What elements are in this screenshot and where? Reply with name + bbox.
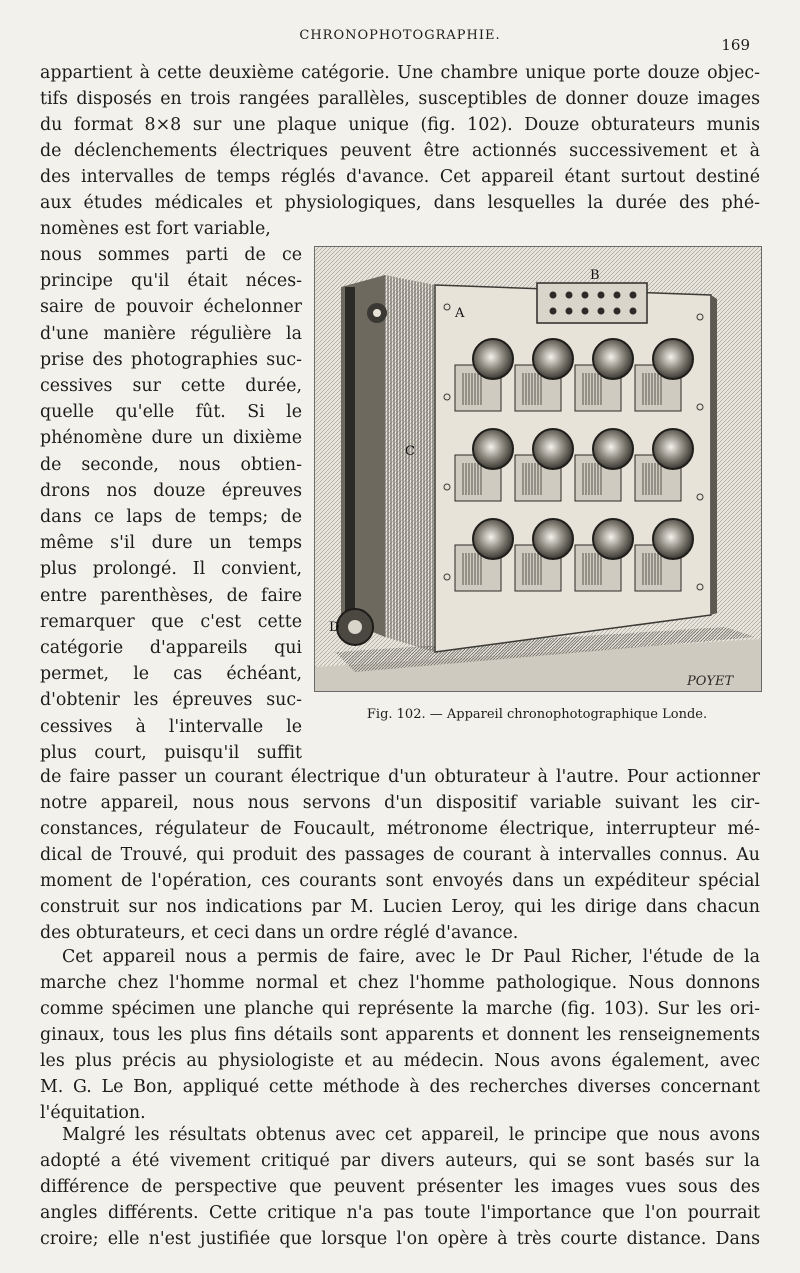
text-line: tifs disposés en trois rangées parallèles, susceptibles de donner douze images <box>40 89 760 109</box>
text-line: quelle qu'elle fût. Si le <box>40 402 302 423</box>
text-line: saire de pouvoir échelonner <box>40 297 302 318</box>
text-line: des obturateurs, et ceci dans un ordre réglé d'avance. <box>40 923 519 943</box>
top-paragraph <box>40 60 760 242</box>
camera-illustration <box>315 247 761 691</box>
paragraph-critique <box>40 1122 760 1252</box>
engraver-signature: POYET <box>687 674 734 689</box>
text-line: adopté a été vivement critiqué par divers auteurs, qui se sont basés sur la <box>40 1151 760 1171</box>
label-d: D <box>329 620 340 635</box>
figure-caption: Fig. 102. — Appareil chronophotographique Londe. <box>366 707 708 722</box>
text-line: moment de l'opération, ces courants sont envoyés dans un expéditeur spécial <box>40 871 760 891</box>
text-line: nomènes est fort variable, <box>40 219 271 239</box>
text-line: notre appareil, nous nous servons d'un dispositif variable suivant les cir- <box>40 793 760 813</box>
text-line: des intervalles de temps réglés d'avance. Cet appareil étant surtout destiné <box>40 167 760 187</box>
text-line: du format 8×8 sur une plaque unique (fig. 102). Douze obturateurs munis <box>40 115 760 135</box>
text-line: catégorie d'appareils qui <box>40 638 302 659</box>
figure-engraving <box>314 246 762 692</box>
label-a: A <box>455 306 465 321</box>
text-line: angles différents. Cette critique n'a pas toute l'importance que l'on pourrait <box>40 1203 760 1223</box>
text-line: entre parenthèses, de faire <box>40 585 302 606</box>
text-line: constances, régulateur de Foucault, métronome électrique, interrupteur mé- <box>40 819 760 839</box>
text-line: dical de Trouvé, qui produit des passages de courant à intervalles connus. Au <box>40 845 760 865</box>
label-c: C <box>405 444 415 459</box>
text-line: comme spécimen une planche qui représente la marche (fig. 103). Sur les ori- <box>40 999 760 1019</box>
text-line: plus prolongé. Il convient, <box>40 559 302 580</box>
text-line: principe qu'il était néces- <box>40 271 302 292</box>
text-line: Cet appareil nous a permis de faire, avec le Dr Paul Richer, l'étude de la <box>62 947 760 967</box>
paragraph-richer <box>40 944 760 1126</box>
text-line: Malgré les résultats obtenus avec cet appareil, le principe que nous avons <box>62 1125 760 1145</box>
text-line: cessives à l'intervalle le <box>40 716 302 737</box>
text-line: drons nos douze épreuves <box>40 480 302 501</box>
text-line: l'équitation. <box>40 1103 146 1123</box>
continuation-paragraph <box>40 764 760 946</box>
text-line: dans ce laps de temps; de <box>40 507 302 528</box>
text-line: permet, le cas échéant, <box>40 664 302 685</box>
text-line: construit sur nos indications par M. Lucien Leroy, qui les dirige dans chacun <box>40 897 760 917</box>
text-line: prise des photographies suc- <box>40 349 302 370</box>
text-line: d'obtenir les épreuves suc- <box>40 690 302 711</box>
text-line: aux études médicales et physiologiques, dans lesquelles la durée des phé- <box>40 193 760 213</box>
text-line: de seconde, nous obtien- <box>40 454 302 475</box>
text-line: de déclenchements électriques peuvent être actionnés successivement et à <box>40 141 760 161</box>
text-line: croire; elle n'est justifiée que lorsque l'on opère à très courte distance. Dans <box>40 1229 760 1249</box>
text-line: remarquer que c'est cette <box>40 611 302 632</box>
text-line: appartient à cette deuxième catégorie. Une chambre unique porte douze objec- <box>40 63 760 83</box>
running-head: CHRONOPHOTOGRAPHIE. <box>299 28 501 43</box>
text-line: nous sommes parti de ce <box>40 245 302 265</box>
text-line: les plus précis au physiologiste et au médecin. Nous avons également, avec <box>40 1051 760 1071</box>
text-line: cessives sur cette durée, <box>40 376 302 397</box>
text-line: différence de perspective que peuvent présenter les images vues sous des <box>40 1177 760 1197</box>
text-line: marche chez l'homme normal et chez l'homme pathologique. Nous donnons <box>40 973 760 993</box>
text-line: plus court, puisqu'il suffit <box>40 742 302 763</box>
text-line: M. G. Le Bon, appliqué cette méthode à des recherches diverses concernant <box>40 1077 760 1097</box>
side-column-text <box>40 242 302 766</box>
text-line: phénomène dure un dixième <box>40 428 302 449</box>
text-line: ginaux, tous les plus fins détails sont apparents et donnent les renseignements <box>40 1025 760 1045</box>
text-line: même s'il dure un temps <box>40 533 302 554</box>
text-line: d'une manière régulière la <box>40 323 302 344</box>
label-b: B <box>590 268 600 283</box>
page-number: 169 <box>721 36 750 54</box>
gear-wheel-icon <box>337 609 373 645</box>
text-line: de faire passer un courant électrique d'un obturateur à l'autre. Pour actionner <box>40 767 760 787</box>
